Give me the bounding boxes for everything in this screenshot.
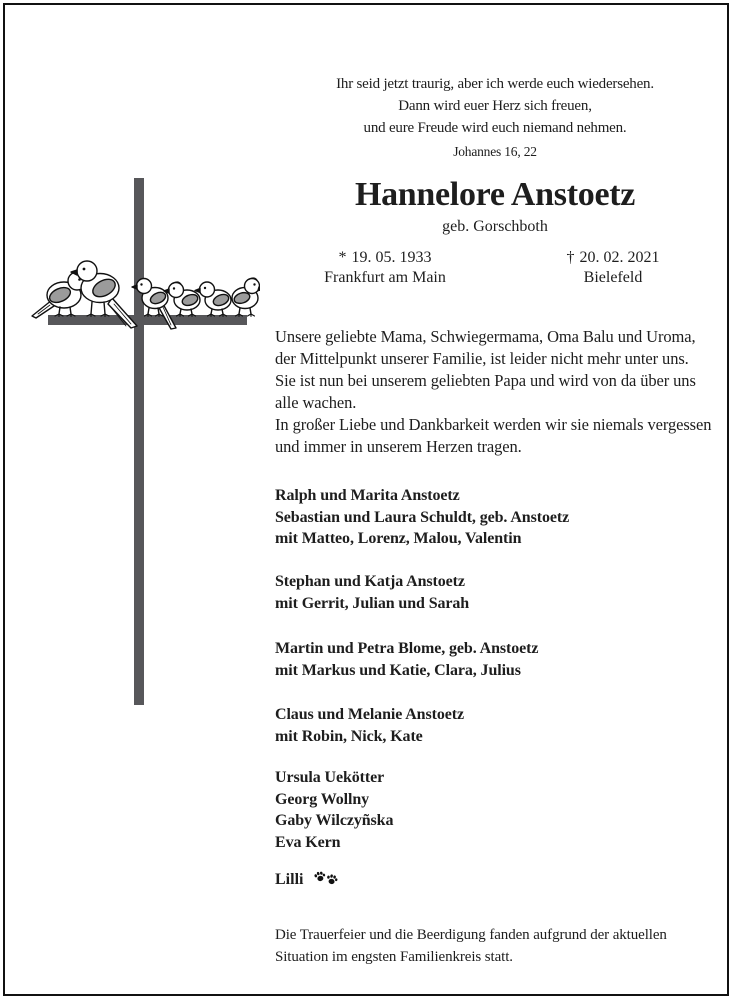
maiden-name: geb. Gorschboth xyxy=(442,218,548,235)
bird-icon xyxy=(232,278,260,317)
header xyxy=(258,176,732,237)
birth-star-symbol: * xyxy=(338,249,347,266)
mourner-group xyxy=(275,485,569,550)
birth-date-value: 19. 05. 1933 xyxy=(351,249,432,266)
footer-line: Situation im engsten Familienkreis statt. xyxy=(275,948,513,965)
mourner-line: Georg Wollny xyxy=(275,790,370,808)
mourner-line: mit Markus und Katie, Clara, Julius xyxy=(275,661,521,679)
mourner-line: mit Gerrit, Julian und Sarah xyxy=(275,594,470,612)
footer-line: Die Trauerfeier und die Beerdigung fanden aufgrund der aktuellen xyxy=(275,927,667,943)
obituary-line: Sie ist nun bei unserem geliebten Papa und wird von da über uns xyxy=(275,371,696,391)
bird-icon xyxy=(164,282,200,317)
paw-prints-icon xyxy=(313,868,340,886)
birth-date xyxy=(275,248,495,268)
obituary-line: In großer Liebe und Dankbarkeit werden wir sie niemals vergessen xyxy=(275,415,712,435)
epigraph-line: Ihr seid jetzt traurig, aber ich werde euch wiedersehen. xyxy=(336,76,654,92)
mourner-line: Sebastian und Laura Schuldt, geb. Anstoetz xyxy=(275,508,570,526)
obituary-line: und immer in unserem Herzen tragen. xyxy=(275,437,522,457)
mourner-group xyxy=(275,571,469,614)
pet-line xyxy=(275,868,340,891)
mourner-line: mit Robin, Nick, Kate xyxy=(275,727,423,745)
death-date xyxy=(503,248,723,268)
mourner-group xyxy=(275,767,393,853)
pet-name: Lilli xyxy=(275,871,304,888)
deceased-name: Hannelore Anstoetz xyxy=(354,176,636,213)
birth-place: Frankfurt am Main xyxy=(324,269,446,286)
death-place: Bielefeld xyxy=(583,269,643,286)
death-cross-symbol: † xyxy=(566,249,575,266)
footer-note xyxy=(275,925,667,968)
mourner-line: Eva Kern xyxy=(275,833,341,851)
epigraph-line: Dann wird euer Herz sich freuen, xyxy=(398,98,592,114)
obituary-text xyxy=(275,326,711,459)
mourner-line: Martin und Petra Blome, geb. Anstoetz xyxy=(275,640,539,657)
obituary-line: der Mittelpunkt unserer Familie, ist leider nicht mehr unter uns. xyxy=(275,349,689,369)
birds-on-cross-graphic xyxy=(30,250,260,360)
obituary-line: Unsere geliebte Mama, Schwiegermama, Oma Balu und Uroma, xyxy=(275,327,696,346)
mourner-line: Ursula Uekötter xyxy=(275,769,385,786)
death-date-value: 20. 02. 2021 xyxy=(579,249,660,266)
epigraph-source: Johannes 16, 22 xyxy=(453,144,537,159)
birth-block xyxy=(275,248,495,288)
death-block xyxy=(503,248,723,288)
mourner-line: mit Matteo, Lorenz, Malou, Valentin xyxy=(275,530,522,547)
epigraph xyxy=(258,73,732,163)
epigraph-line: und eure Freude wird euch niemand nehmen. xyxy=(363,120,627,136)
mourner-group xyxy=(275,704,464,747)
mourner-group xyxy=(275,638,538,681)
mourner-line: Claus und Melanie Anstoetz xyxy=(275,706,464,723)
mourner-line: Gaby Wilczyñska xyxy=(275,812,394,829)
mourner-line: Ralph und Marita Anstoetz xyxy=(275,487,460,504)
obituary-line: alle wachen. xyxy=(275,393,357,413)
mourner-line: Stephan und Katja Anstoetz xyxy=(275,573,465,590)
